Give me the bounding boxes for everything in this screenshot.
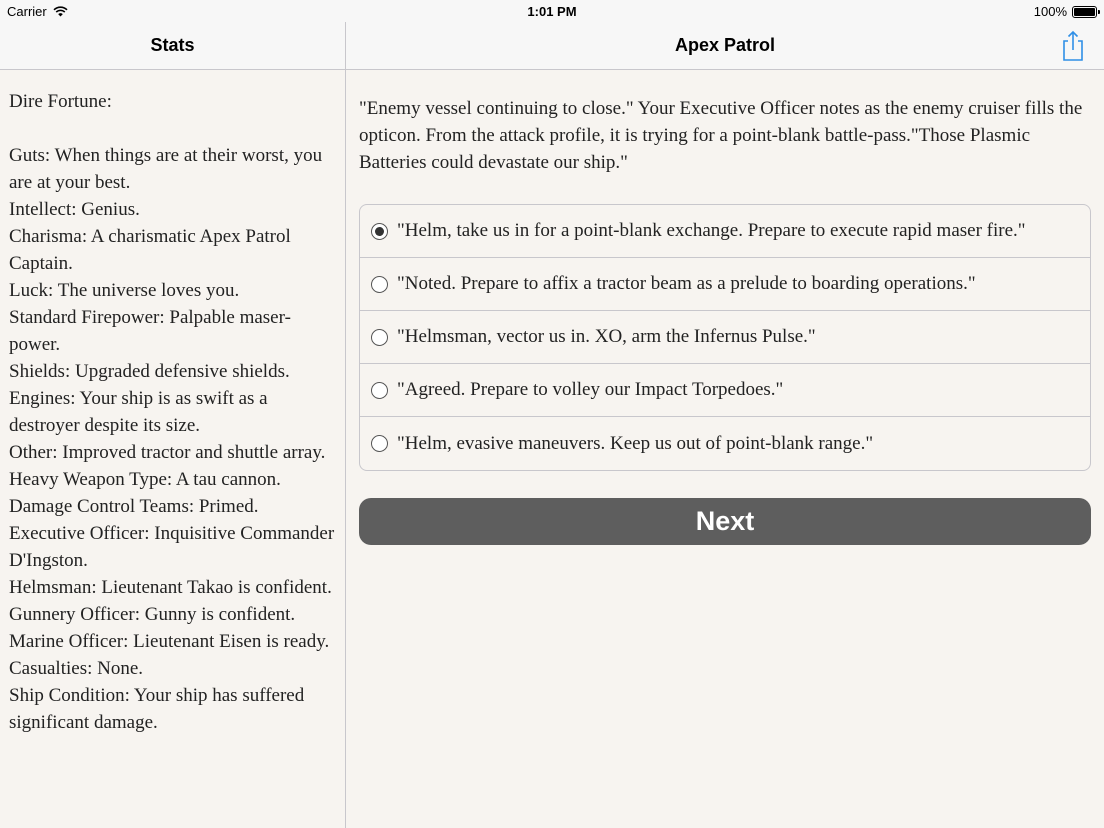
choice-option[interactable] — [360, 417, 1090, 470]
main-panel — [346, 71, 1104, 828]
choice-label: "Helm, take us in for a point-blank exchange. Prepare to execute rapid maser fire." — [397, 220, 1026, 241]
battery-fill — [1074, 8, 1095, 16]
sidebar-title: Stats — [150, 35, 195, 55]
choice-option[interactable] — [360, 364, 1090, 417]
choice-label: "Agreed. Prepare to volley our Impact Torpedoes." — [397, 379, 784, 400]
stat-line: Damage Control Teams: Primed. — [9, 496, 259, 517]
choice-option[interactable] — [360, 205, 1090, 258]
radio-button[interactable] — [371, 276, 388, 293]
stat-line: Intellect: Genius. — [9, 199, 140, 220]
sidebar-nav-bar — [0, 22, 345, 70]
stat-line: Guts: When things are at their worst, you are at your best. — [9, 145, 323, 193]
radio-button[interactable] — [371, 435, 388, 452]
stats-list — [9, 142, 336, 736]
choice-list — [359, 204, 1091, 471]
stat-line: Other: Improved tractor and shuttle array. — [9, 442, 326, 463]
radio-button[interactable] — [371, 329, 388, 346]
radio-button[interactable] — [371, 382, 388, 399]
battery-percent: 100% — [1033, 4, 1067, 19]
narrative-text: "Enemy vessel continuing to close." Your Executive Officer notes as the enemy cruiser fills the opticon. From the attack profile, it is trying for a point-blank battle-pass."Those Plasmic Batteries could devastate our ship." — [359, 98, 1083, 173]
choice-label: "Helmsman, vector us in. XO, arm the Infernus Pulse." — [397, 326, 816, 347]
page-title: Apex Patrol — [674, 35, 776, 55]
choice-label: "Noted. Prepare to affix a tractor beam as a prelude to boarding operations." — [397, 273, 976, 294]
choice-option[interactable] — [360, 258, 1090, 311]
status-bar — [0, 0, 1104, 22]
stat-line: Heavy Weapon Type: A tau cannon. — [9, 469, 281, 490]
choice-label: "Helm, evasive maneuvers. Keep us out of point-blank range." — [397, 432, 874, 454]
next-button[interactable]: Next — [359, 498, 1091, 545]
status-time: 1:01 PM — [527, 4, 577, 19]
stat-line: Shields: Upgraded defensive shields. — [9, 361, 290, 382]
stat-line: Standard Firepower: Palpable maser-power. — [9, 307, 291, 355]
stat-line: Engines: Your ship is as swift as a destroyer despite its size. — [9, 388, 268, 436]
share-icon[interactable] — [1060, 30, 1086, 62]
stat-line: Charisma: A charismatic Apex Patrol Captain. — [9, 226, 291, 274]
stats-panel — [0, 71, 345, 828]
stat-line: Casualties: None. — [9, 658, 144, 679]
stat-line: Luck: The universe loves you. — [9, 280, 240, 301]
stat-line: Gunnery Officer: Gunny is confident. — [9, 604, 296, 625]
main-nav-bar — [346, 22, 1104, 70]
choice-option[interactable] — [360, 311, 1090, 364]
stat-line: Helmsman: Lieutenant Takao is confident. — [9, 577, 332, 598]
battery-icon — [1072, 6, 1097, 18]
stat-line: Marine Officer: Lieutenant Eisen is ready. — [9, 631, 330, 652]
radio-button[interactable] — [371, 223, 388, 240]
stat-line: Ship Condition: Your ship has suffered significant damage. — [9, 685, 305, 733]
stat-line: Executive Officer: Inquisitive Commander D'Ingston. — [9, 523, 335, 571]
status-right — [1034, 4, 1097, 19]
stats-heading: Dire Fortune: — [9, 91, 112, 112]
carrier-label: Carrier — [7, 4, 47, 19]
